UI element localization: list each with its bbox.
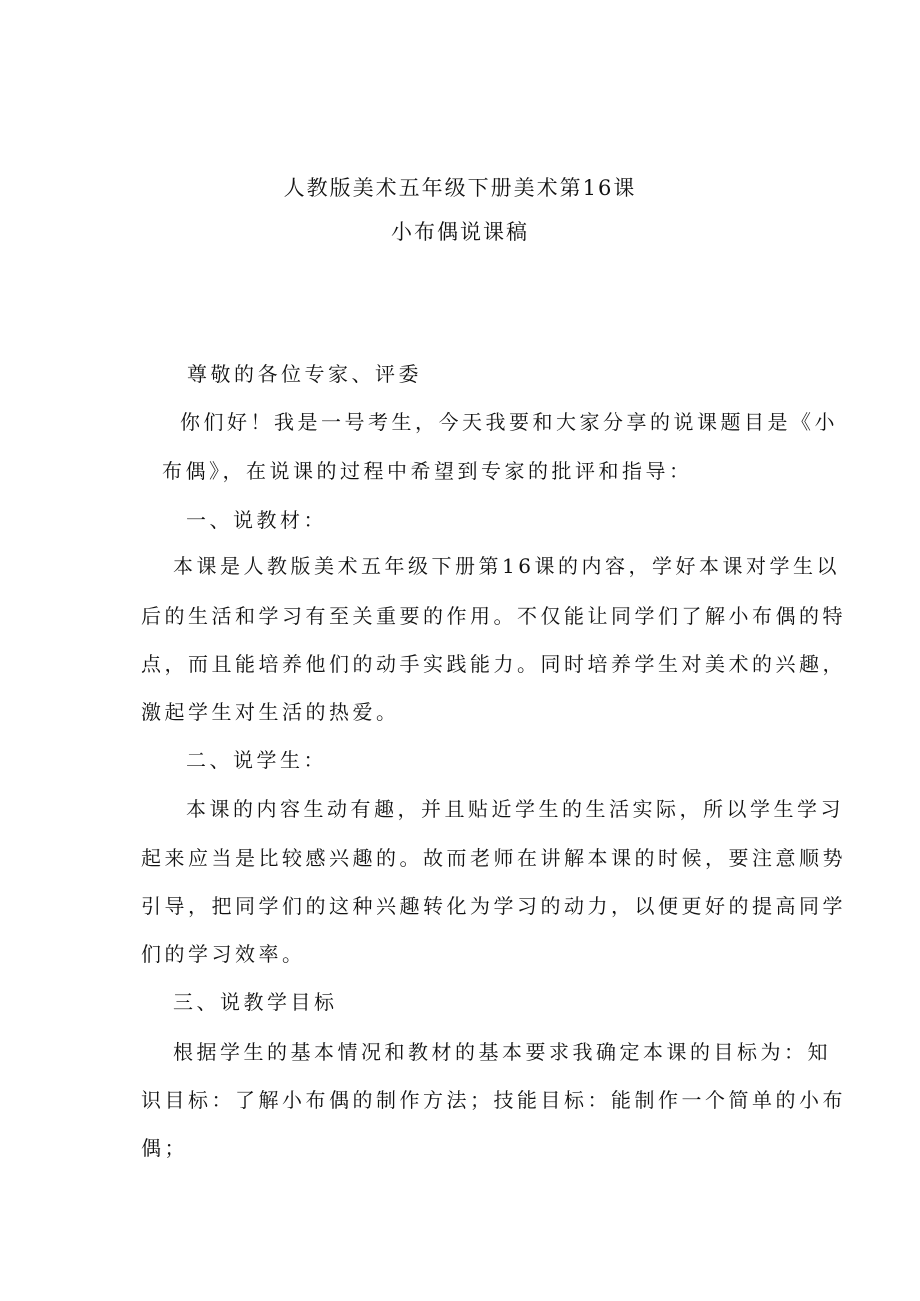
greeting-text: 尊敬的各位专家、评委 [187, 362, 422, 386]
section-1-line-2: 后的生活和学习有至关重要的作用。不仅能让同学们了解小布偶的特 [141, 604, 846, 628]
section-2-line-2: 起来应当是比较感兴趣的。故而老师在讲解本课的时候，要注意顺势 [141, 846, 846, 870]
section-1-line-1: 本课是人教版美术五年级下册第16课的内容，学好本课对学生以 [173, 554, 840, 578]
section-1-line-4: 激起学生对生活的热爱。 [141, 700, 400, 724]
intro-line-2: 布偶》，在说课的过程中希望到专家的批评和指导： [162, 459, 693, 483]
section-3-line-2: 识目标：了解小布偶的制作方法；技能目标：能制作一个简单的小布 [141, 1088, 846, 1112]
section-3-line-3: 偶； [141, 1136, 188, 1160]
section-2-line-1: 本课的内容生动有趣，并且贴近学生的生活实际，所以学生学习 [186, 797, 844, 821]
section-2-line-3: 引导，把同学们的这种兴趣转化为学习的动力，以便更好的提高同学 [141, 894, 846, 918]
section-1-heading: 一、说教材： [186, 508, 327, 532]
section-3-heading: 三、说教学目标 [173, 990, 338, 1014]
section-2-heading: 二、说学生： [186, 748, 327, 772]
section-1-line-3: 点，而且能培养他们的动手实践能力。同时培养学生对美术的兴趣， [141, 652, 846, 676]
section-3-line-1: 根据学生的基本情况和教材的基本要求我确定本课的目标为：知 [173, 1040, 831, 1064]
intro-line-1: 你们好！我是一号考生，今天我要和大家分享的说课题目是《小 [180, 410, 838, 434]
document-title: 人教版美术五年级下册美术第16课 [283, 176, 637, 200]
section-2-line-4: 们的学习效率。 [141, 942, 306, 966]
document-subtitle: 小布偶说课稿 [391, 220, 529, 244]
